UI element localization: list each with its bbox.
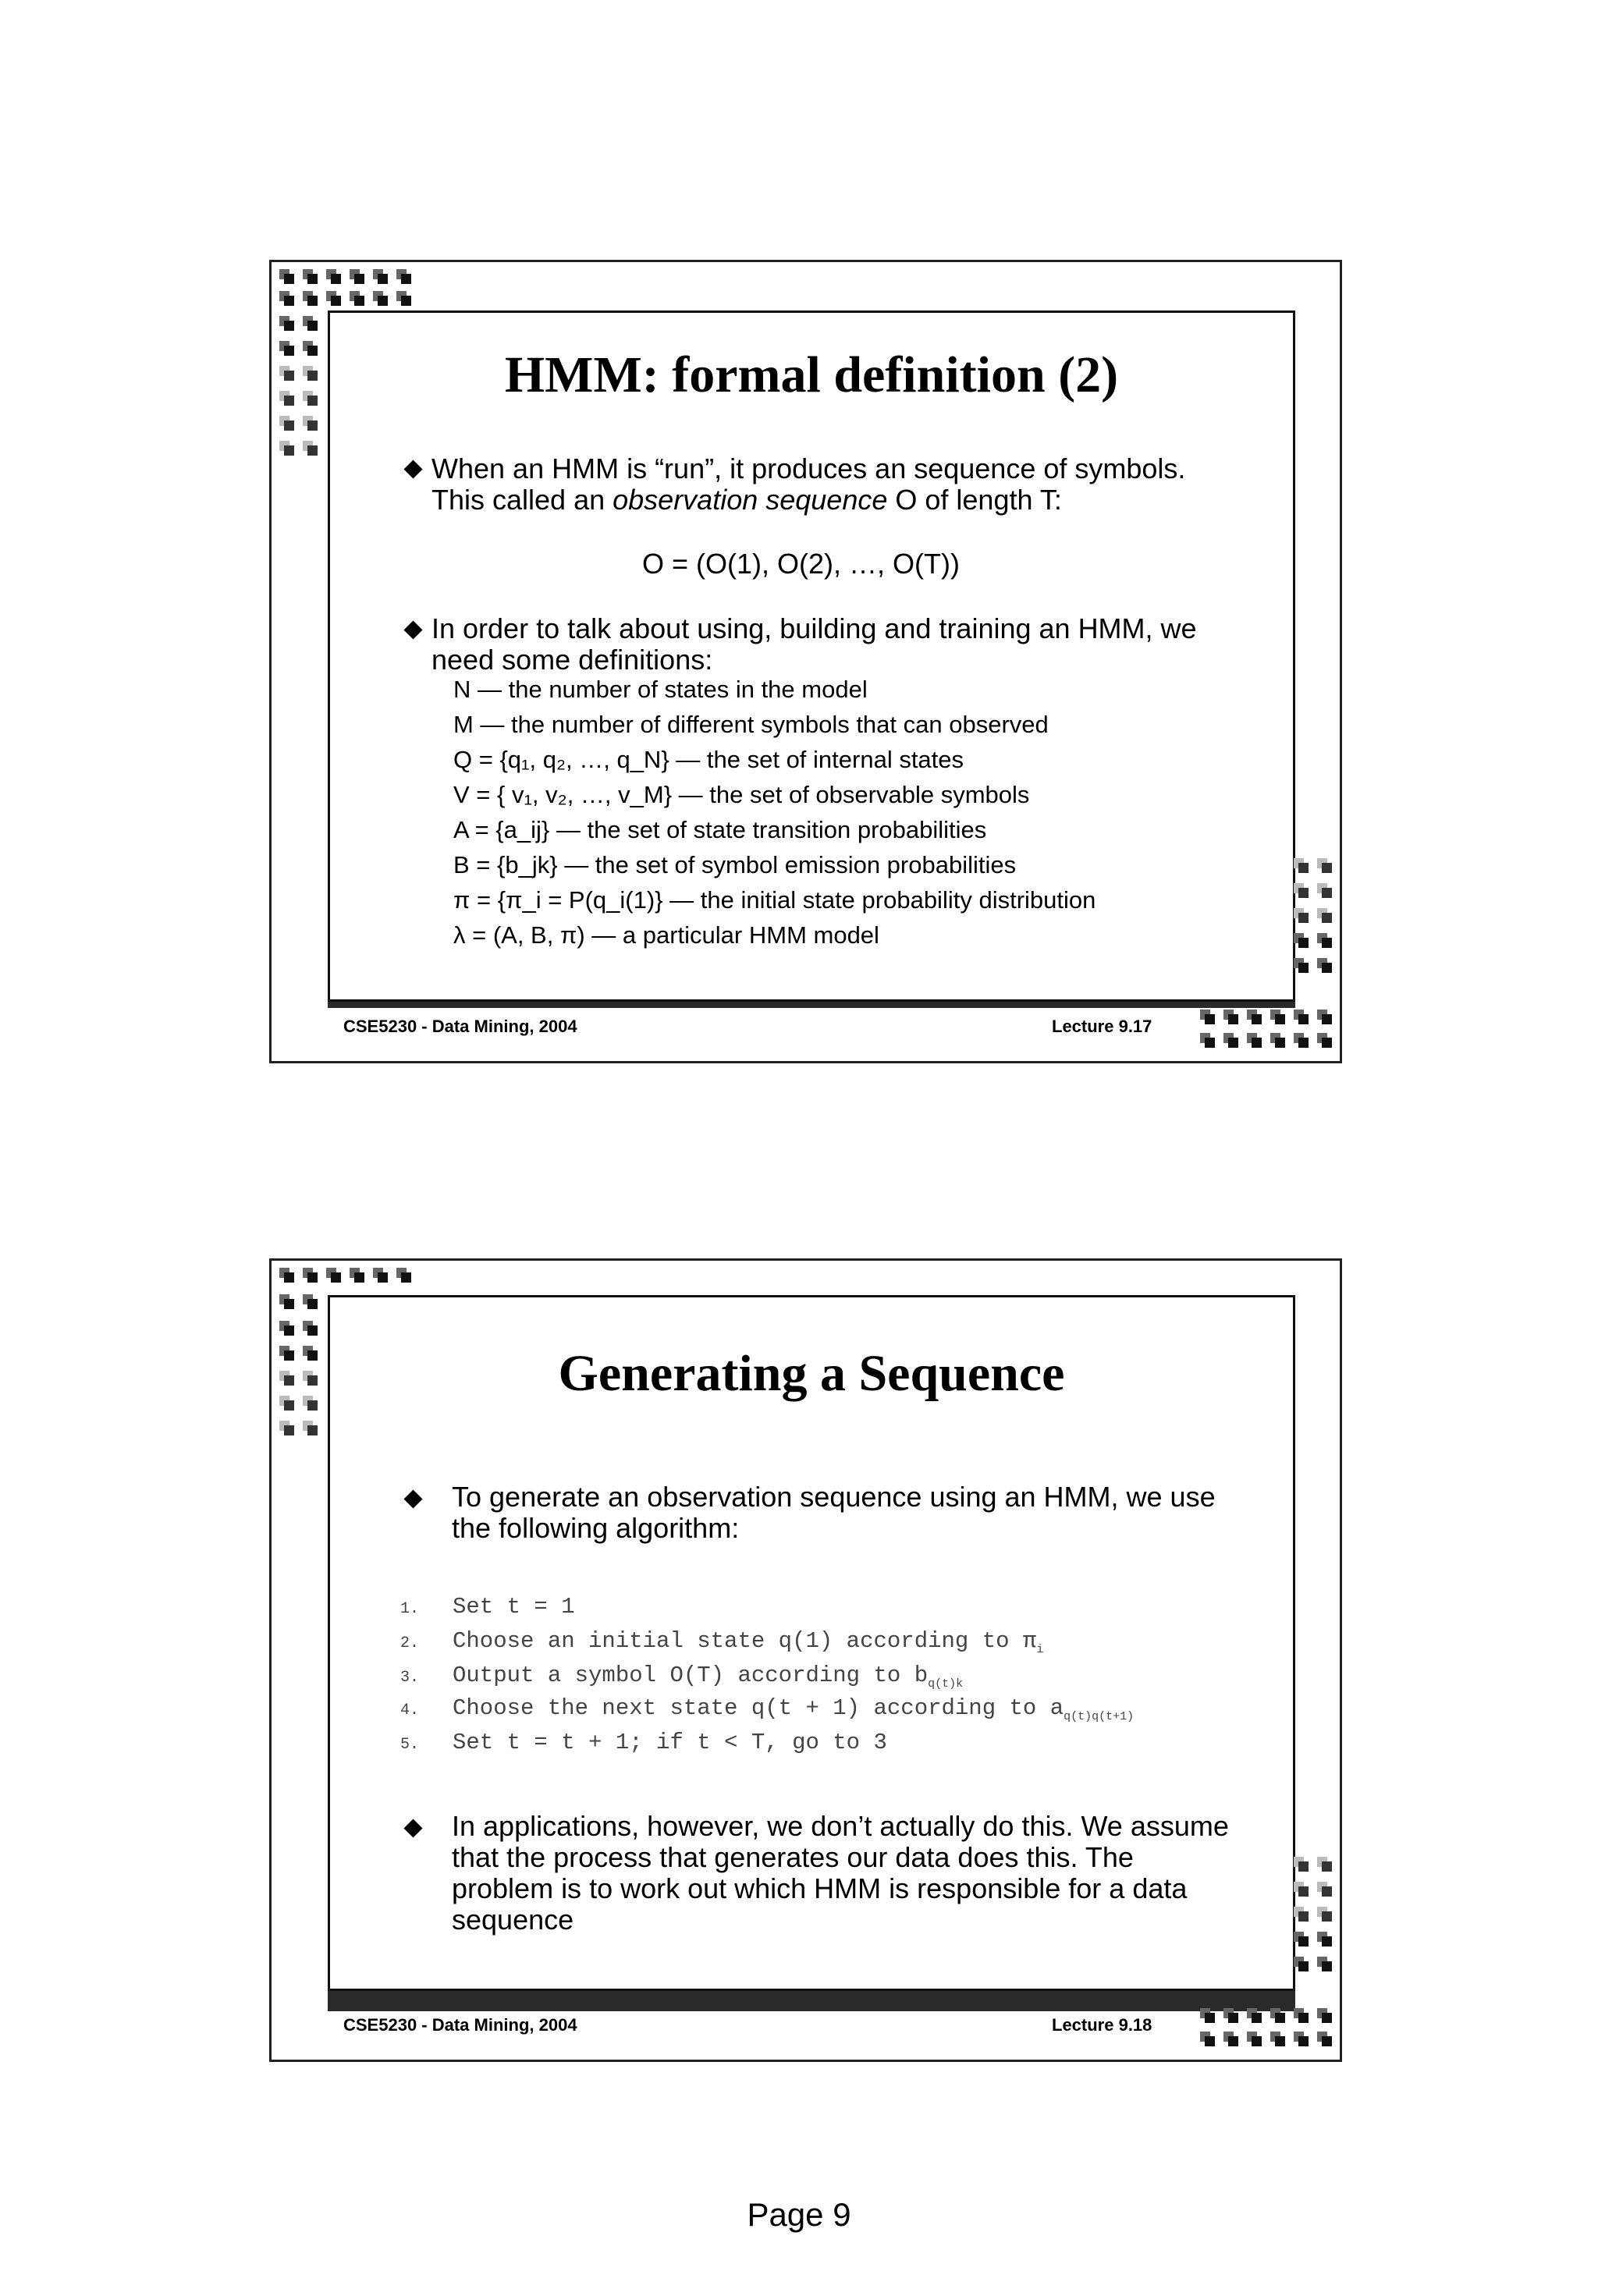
definition-line: Q = {q₁, q₂, …, q_N} — the set of internal states: [453, 746, 964, 773]
decorative-squares-pattern: [279, 269, 420, 464]
slide-18-panel-shadow: [328, 1989, 1295, 2011]
observation-sequence-term: observation sequence: [613, 484, 888, 516]
slide-17-footer-course: CSE5230 - Data Mining, 2004: [343, 1017, 577, 1036]
slide-17-bullet-observation: [431, 453, 1212, 516]
algorithm-step: Output a symbol O(T) according to $b_{q(t)k}$: [453, 1663, 964, 1691]
bullet-diamond-icon: [403, 1489, 422, 1508]
slide-18-footer-course: CSE5230 - Data Mining, 2004: [343, 2015, 577, 2035]
decorative-squares-pattern: [279, 1268, 420, 1463]
algorithm-step: Choose an initial state q(1) according to $\pi_i$: [453, 1628, 1044, 1656]
definition-line: V = { v₁, v₂, …, v_M} — the set of observable symbols: [453, 781, 1030, 808]
slide-18-footer-lecture: Lecture 9.18: [1052, 2015, 1152, 2035]
decorative-squares-pattern: [1200, 1857, 1341, 2052]
slide-17-title: HMM: formal definition (2): [504, 346, 1119, 403]
decorative-squares-pattern: [1200, 858, 1341, 1053]
algorithm-step: Choose the next state q(t + 1) according to $a_{q(t)q(t+1)}$: [453, 1695, 1135, 1723]
definition-line: M — the number of different symbols that can observed: [453, 711, 1049, 738]
slide-18-bullet-applications: In applications, however, we don’t actually do this. We assume that the process that generates our data does this. The problem is to work out which HMM is responsible for a data sequence: [452, 1810, 1229, 1936]
algorithm-step-number: 5.: [400, 1736, 420, 1754]
algorithm-step: Set t = 1: [453, 1594, 575, 1620]
slide-17-panel: [328, 311, 1295, 1002]
definition-line: N — the number of states in the model: [453, 676, 868, 703]
definition-line: B = {b_jk} — the set of symbol emission probabilities: [453, 851, 1017, 878]
slide-18-title: Generating a Sequence: [558, 1345, 1065, 1402]
page-number: Page 9: [747, 2196, 851, 2233]
observation-formula: O = (O(1), O(2), …, O(T)): [642, 548, 960, 580]
bullet-text: When an HMM is “run”, it produces an sequence of symbols. This called an: [431, 452, 1186, 516]
slide-18-panel: [328, 1295, 1295, 1991]
algorithm-step: Set t = t + 1; if t < T, go to 3: [453, 1730, 887, 1755]
definition-line: π = {π_i = P(q_i(1)} — the initial state probability distribution: [453, 886, 1096, 914]
algorithm-step-number: 4.: [400, 1702, 420, 1719]
bullet-diamond-icon: [403, 620, 422, 639]
slide-18-bullet-algorithm-intro: To generate an observation sequence using an HMM, we use the following algorithm:: [452, 1481, 1216, 1544]
algorithm-step-number: 3.: [400, 1669, 420, 1687]
definition-line: λ = (A, B, π) — a particular HMM model: [453, 921, 879, 949]
bullet-text-end: O of length T:: [887, 484, 1062, 516]
slide-17-footer-lecture: Lecture 9.17: [1052, 1017, 1152, 1036]
bullet-diamond-icon: [403, 1819, 422, 1837]
slide-17-bullet-definitions: In order to talk about using, building and training an HMM, we need some definitions:: [431, 612, 1197, 676]
algorithm-step-number: 2.: [400, 1634, 420, 1652]
definition-line: A = {a_ij} — the set of state transition probabilities: [453, 816, 987, 843]
algorithm-step-number: 1.: [400, 1600, 420, 1618]
